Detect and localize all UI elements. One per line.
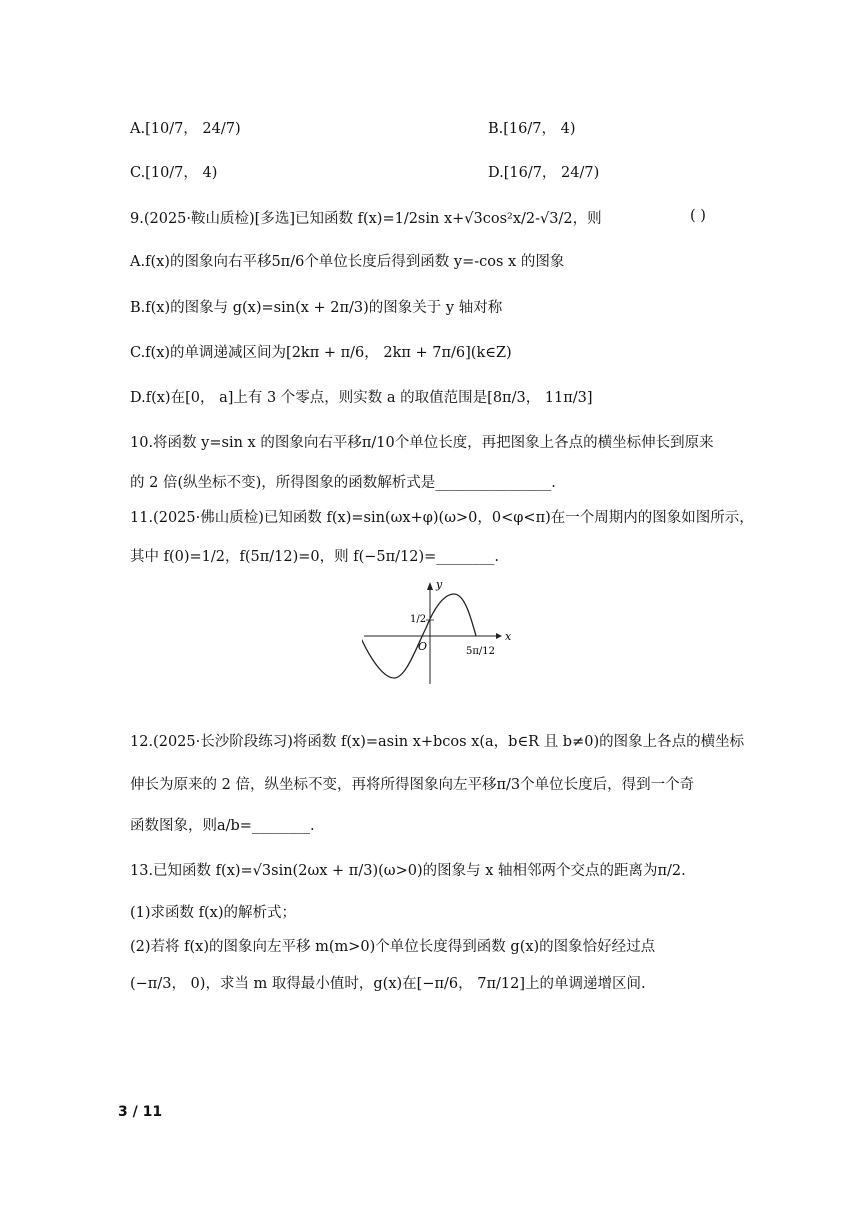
option-8b: B.[16/7， 4) [488, 121, 576, 137]
question-12-line2: 伸长为原来的 2 倍，纵坐标不变，再将所得图象向左平移π/3个单位长度后，得到一个奇 [130, 777, 695, 793]
option-8a: A.[10/7， 24/7) [130, 121, 241, 137]
question-13-stem: 13.已知函数 f(x)=√3sin(2ωx + π/3)(ω>0)的图象与 x 轴相邻两个交点的距离为π/2. [130, 863, 686, 879]
question-12-line1: 12.(2025·长沙阶段练习)将函数 f(x)=asin x+bcos x(a，b∈R 且 b≠0)的图象上各点的横坐标 [130, 734, 745, 750]
x-arrow [496, 633, 502, 639]
option-9c: C.f(x)的单调递减区间为[2kπ + π/6， 2kπ + 7π/6](k∈Z) [130, 345, 512, 361]
option-9b: B.f(x)的图象与 g(x)=sin(x + 2π/3)的图象关于 y 轴对称 [130, 300, 503, 316]
option-8d: D.[16/7， 24/7) [488, 165, 600, 181]
question-12-line3: 函数图象，则a/b=________. [130, 818, 315, 834]
option-8c: C.[10/7， 4) [130, 165, 218, 181]
y-axis-label: y [436, 578, 443, 591]
page-number: 3 / 11 [118, 1104, 163, 1120]
question-9-stem: 9.(2025·鞍山质检)[多选]已知函数 f(x)=1/2sin x+√3cos²x/2-√3/2，则 [130, 211, 602, 227]
y-tick-label: 1/2 [410, 614, 427, 625]
question-13-part1: (1)求函数 f(x)的解析式； [130, 905, 297, 921]
x-axis-label: x [505, 630, 512, 643]
sine-graph [362, 578, 512, 686]
option-9a: A.f(x)的图象向右平移5π/6个单位长度后得到函数 y=-cos x 的图象 [130, 254, 565, 270]
origin-label: O [418, 640, 428, 653]
question-10-line1: 10.将函数 y=sin x 的图象向右平移π/10个单位长度，再把图象上各点的横坐标伸长到原来 [130, 435, 714, 451]
answer-paren: ( ) [690, 208, 706, 224]
option-9d: D.f(x)在[0， a]上有 3 个零点，则实数 a 的取值范围是[8π/3， 11π/3] [130, 390, 593, 406]
question-13-part2: (2)若将 f(x)的图象向左平移 m(m>0)个单位长度得到函数 g(x)的图象恰好经过点 [130, 939, 656, 955]
question-10-line2: 的 2 倍(纵坐标不变)，所得图象的函数解析式是________________. [130, 475, 556, 491]
x-tick-label: 5π/12 [466, 646, 496, 657]
question-11-line2: 其中 f(0)=1/2，f(5π/12)=0，则 f(−5π/12)=________. [130, 549, 499, 565]
question-11-line1: 11.(2025·佛山质检)已知函数 f(x)=sin(ωx+φ)(ω>0，0<φ<π)在一个周期内的图象如图所示， [130, 510, 754, 526]
y-arrow [427, 582, 433, 590]
question-13-part3: (−π/3， 0)，求当 m 取得最小值时，g(x)在[−π/6， 7π/12]上的单调递增区间. [130, 976, 646, 992]
